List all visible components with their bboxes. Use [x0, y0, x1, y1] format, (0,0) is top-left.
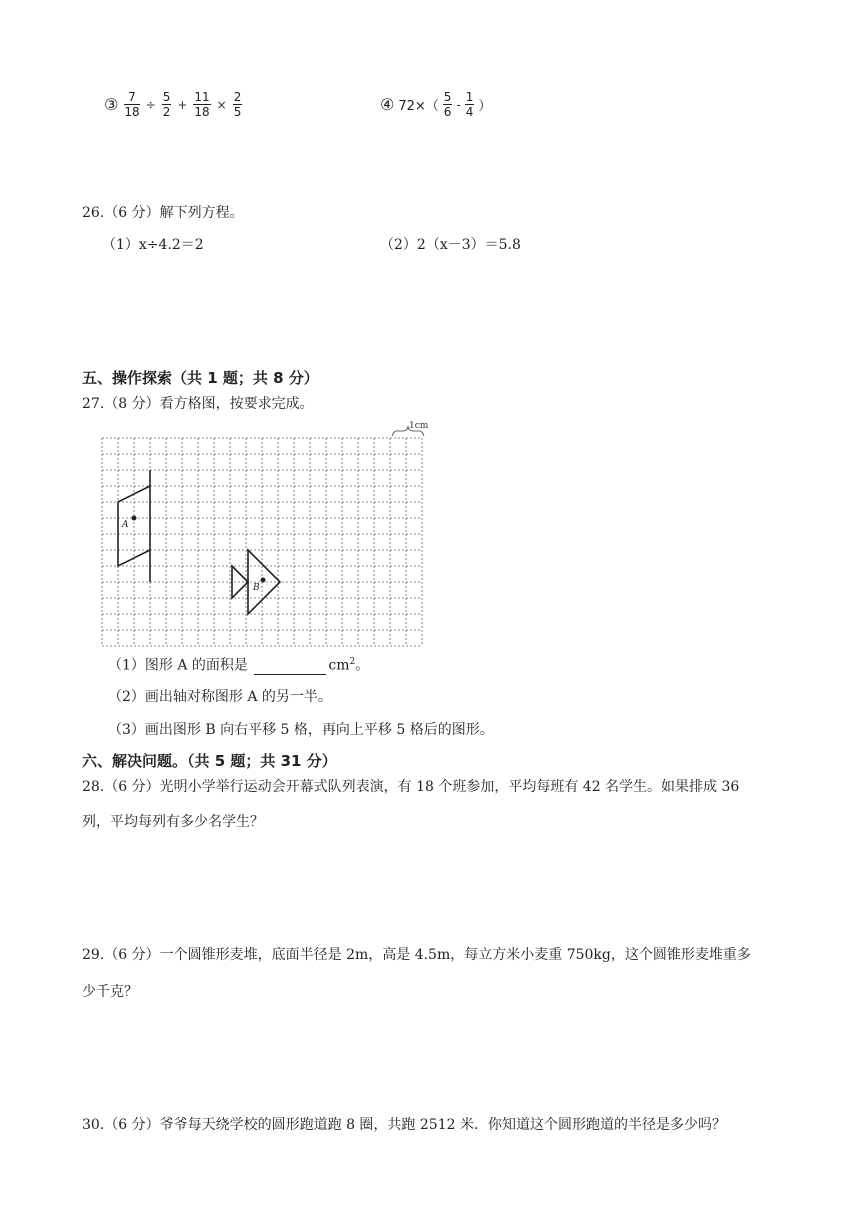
- fraction: [233, 90, 243, 119]
- denominator: 18: [194, 105, 210, 119]
- figure-a-dot: [132, 516, 137, 521]
- expression-lead: 72×（: [398, 99, 439, 114]
- numerator: 5: [443, 90, 452, 104]
- q25-part3: [104, 90, 242, 119]
- q27-sub1-end: 。: [355, 657, 370, 674]
- fraction: [193, 90, 210, 119]
- q30-line-1: 30.（6 分）爷爷每天绕学校的圆形跑道跑 8 圈，共跑 2512 米．你知道这个圆形跑道的半径是多少吗？: [82, 1117, 726, 1133]
- q29-line-2: 少千克？: [82, 984, 138, 1000]
- numerator: 1: [465, 90, 474, 104]
- section-6-heading: 六、解决问题。（共 5 题；共 31 分）: [82, 752, 337, 770]
- q28-line-1: 28.（6 分）光明小学举行运动会开幕式队列表演，有 18 个班参加，平均每班有 42 名学生。如果排成 36: [82, 779, 740, 795]
- q27-sub1: [108, 653, 369, 675]
- circled-number-3: ③: [104, 95, 119, 114]
- numerator: 2: [233, 90, 242, 104]
- operator: -: [456, 97, 461, 112]
- operator: +: [177, 97, 188, 112]
- q27-sub3: （3）画出图形 B 向右平移 5 格，再向上平移 5 格后的图形。: [108, 722, 494, 738]
- figure-a-label: A: [122, 520, 129, 530]
- figure-b-dot: [261, 578, 266, 583]
- denominator: 4: [465, 105, 474, 119]
- numerator: 5: [162, 90, 171, 104]
- fraction: [465, 90, 475, 119]
- q27-sub1-unit: cm: [328, 657, 350, 674]
- numerator: 11: [194, 90, 210, 104]
- section-5-heading: 五、操作探索（共 1 题；共 8 分）: [82, 369, 319, 387]
- denominator: 18: [124, 105, 140, 119]
- q25-part4: [380, 90, 491, 119]
- q26-title: 26.（6 分）解下列方程。: [82, 205, 244, 221]
- operator: ÷: [145, 97, 156, 112]
- operator: ×: [216, 97, 227, 112]
- q28-line-2: 列，平均每列有多少名学生？: [82, 814, 264, 830]
- q27-sub1-text: （1）图形 A 的面积是: [108, 657, 248, 674]
- denominator: 6: [443, 105, 452, 119]
- fraction: [124, 90, 139, 119]
- circled-number-4: ④: [380, 95, 395, 114]
- q26-equation-1: （1）x÷4.2＝2: [102, 237, 204, 253]
- scale-label: 1cm: [409, 421, 429, 431]
- fraction: [162, 90, 172, 119]
- q26-equation-2: （2）2（x－3）＝5.8: [380, 237, 521, 253]
- denominator: 5: [233, 105, 242, 119]
- q27-sub1-superscript: 2: [349, 657, 356, 667]
- q29-line-1: 29.（6 分）一个圆锥形麦堆，底面半径是 2m，高是 4.5m，每立方米小麦重 750kg，这个圆锥形麦堆重多: [82, 947, 751, 963]
- expression-close: ）: [478, 99, 492, 114]
- fraction: [443, 90, 453, 119]
- denominator: 2: [162, 105, 171, 119]
- q27-sub2: （2）画出轴对称图形 A 的另一半。: [108, 689, 332, 705]
- figure-b-label: B: [253, 583, 260, 593]
- numerator: 7: [128, 90, 136, 104]
- grid-figure: [90, 418, 440, 648]
- answer-blank[interactable]: [254, 660, 326, 675]
- q27-title: 27.（8 分）看方格图，按要求完成。: [82, 396, 314, 412]
